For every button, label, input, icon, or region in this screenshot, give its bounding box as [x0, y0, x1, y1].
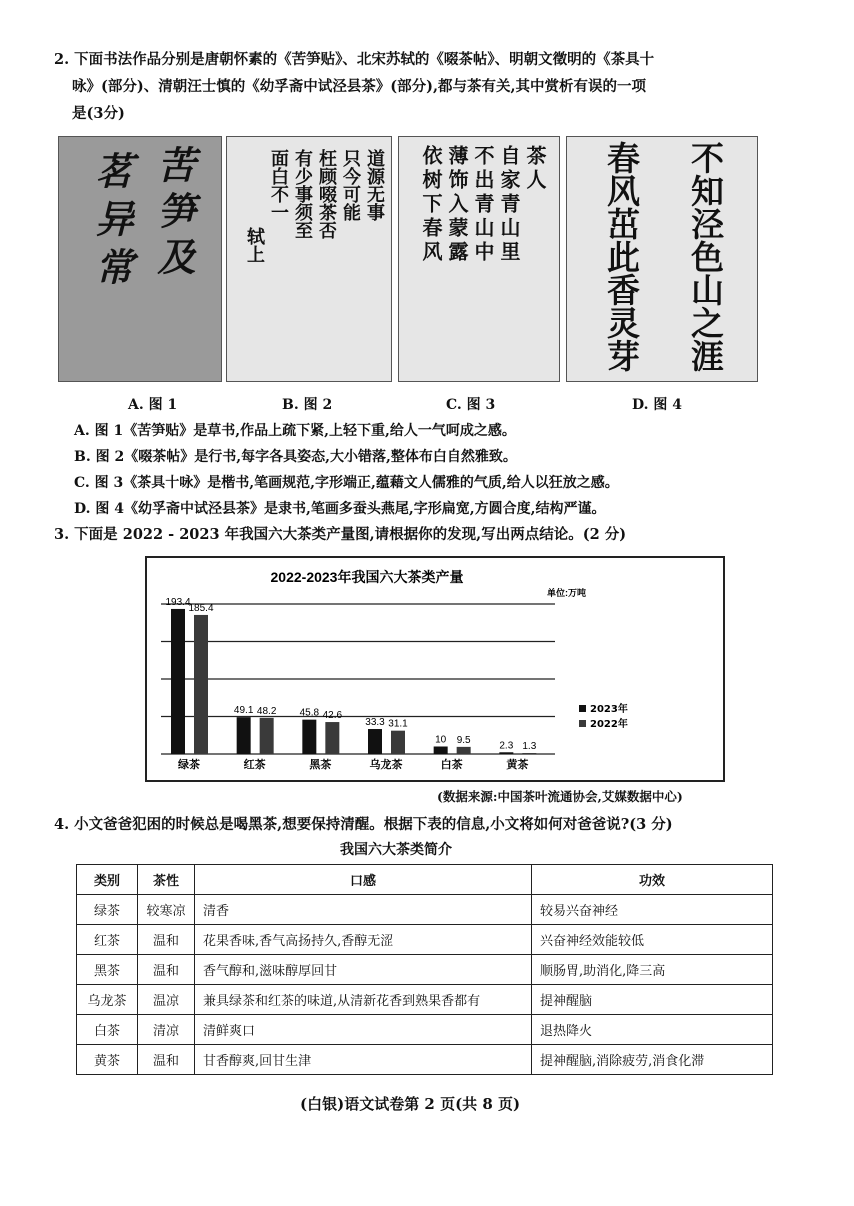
fig1-col2: 茗异常: [89, 151, 134, 295]
fig4-col2: 春风茁此香灵芽: [602, 141, 641, 372]
cell-category: 黄茶: [77, 1045, 138, 1075]
cell-category: 红茶: [77, 925, 138, 955]
bar-value-label: 2.3: [499, 740, 514, 752]
cell-effect: 提神醒脑: [532, 985, 773, 1015]
bar-2023: [171, 609, 185, 754]
bar-2022: [457, 747, 471, 754]
cell-effect: 兴奋神经效能较低: [532, 925, 773, 955]
bar-2023: [434, 747, 448, 755]
cell-taste: 清香: [195, 895, 532, 925]
q4-text: 4. 小文爸爸犯困的时候总是喝黑茶,想要保持清醒。根据下表的信息,小文将如何对爸爸说?(3 分): [54, 816, 673, 833]
option-b: B. 图 2《啜茶帖》是行书,每字各具姿态,大小错落,整体布白自然雅致。: [74, 449, 517, 465]
cell-category: 白茶: [77, 1015, 138, 1045]
category-label: 黑茶: [309, 758, 332, 771]
bar-value-label: 193.4: [165, 596, 191, 608]
cell-nature: 温和: [138, 955, 195, 985]
bar-2023: [302, 720, 316, 754]
bar-value-label: 185.4: [188, 602, 214, 614]
legend-label: 2022年: [590, 719, 628, 730]
fig3-col1: 茶人: [523, 145, 547, 193]
table-row: [77, 925, 773, 955]
legend-label: 2023年: [590, 704, 628, 715]
bar-value-label: 10: [435, 734, 447, 746]
table-row: [77, 985, 773, 1015]
bar-2022: [194, 615, 208, 754]
fig3-col5: 依树下春风: [419, 145, 443, 265]
fig3-col4: 薄饰入蒙露: [445, 145, 469, 265]
option-a: A. 图 1《苦笋贴》是草书,作品上疏下紧,上轻下重,给人一气呵成之感。: [74, 423, 516, 439]
bar-value-label: 49.1: [233, 705, 254, 717]
bar-value-label: 48.2: [256, 705, 277, 717]
bar-2022: [522, 753, 536, 754]
header-category: 类别: [77, 865, 138, 895]
fig2-col1: 道源无事: [364, 149, 385, 221]
chart-svg: [147, 558, 723, 780]
calligraphy-figure-2: [226, 136, 392, 382]
bar-value-label: 42.6: [322, 710, 343, 722]
cell-effect: 较易兴奋神经: [532, 895, 773, 925]
legend-swatch: [579, 720, 586, 727]
category-label: 黄茶: [506, 758, 529, 771]
cell-nature: 较寒凉: [138, 895, 195, 925]
q2-line1: 2. 下面书法作品分别是唐朝怀素的《苦笋贴》、北宋苏轼的《啜茶帖》、明朝文徵明的《茶具十: [54, 51, 655, 68]
tea-intro-table: [76, 864, 773, 1075]
header-taste: 口感: [195, 865, 532, 895]
chart-source: (数据来源:中国茶叶流通协会,艾媒数据中心): [437, 789, 683, 804]
bar-2022: [325, 722, 339, 754]
table-row: [77, 895, 773, 925]
bar-2023: [368, 729, 382, 754]
cell-taste: 甘香醇爽,回甘生津: [195, 1045, 532, 1075]
q3-text: 3. 下面是 2022 - 2023 年我国六大茶类产量图,请根据你的发现,写出两点结论。(2 分): [54, 526, 627, 543]
table-row: [77, 1015, 773, 1045]
bar-value-label: 45.8: [299, 707, 320, 719]
cell-effect: 顺肠胃,助消化,降三高: [532, 955, 773, 985]
bar-2022: [260, 718, 274, 754]
cell-category: 黑茶: [77, 955, 138, 985]
fig1-col1: 苦笋及: [151, 145, 196, 283]
page-footer: (白银)语文试卷第 2 页(共 8 页): [300, 1095, 521, 1113]
fig2-col3: 枉顾啜茶否: [316, 149, 337, 239]
category-label: 白茶: [440, 758, 463, 771]
caption-fig3: C. 图 3: [446, 397, 496, 413]
header-effect: 功效: [532, 865, 773, 895]
table-row: [77, 955, 773, 985]
cell-taste: 兼具绿茶和红茶的味道,从清新花香到熟果香都有: [195, 985, 532, 1015]
fig2-col6: 轼上: [244, 227, 265, 263]
cell-taste: 花果香味,香气高扬持久,香醇无涩: [195, 925, 532, 955]
fig2-col2: 只今可能: [340, 149, 361, 221]
q2-line2: 咏》(部分)、清朝汪士慎的《幼孚斋中试泾县茶》(部分),都与茶有关,其中赏析有误的一项: [72, 78, 647, 95]
legend-swatch: [579, 705, 586, 712]
calligraphy-figure-1: [58, 136, 222, 382]
bar-value-label: 9.5: [456, 734, 471, 746]
caption-fig1: A. 图 1: [128, 397, 178, 413]
bar-2023: [499, 752, 513, 754]
bar-value-label: 31.1: [388, 718, 408, 730]
calligraphy-figure-3: [398, 136, 560, 382]
fig2-col4: 有少事须至: [292, 149, 313, 239]
cell-taste: 香气醇和,滋味醇厚回甘: [195, 955, 532, 985]
cell-effect: 退热降火: [532, 1015, 773, 1045]
bar-2022: [391, 731, 405, 754]
cell-category: 绿茶: [77, 895, 138, 925]
bar-2023: [237, 717, 251, 754]
chart-title: 2022-2023年我国六大茶类产量: [270, 569, 464, 585]
option-d: D. 图 4《幼孚斋中试泾县茶》是隶书,笔画多蚕头燕尾,字形扁宽,方圆合度,结构严谨。: [74, 501, 606, 517]
calligraphy-figure-4: [566, 136, 758, 382]
fig4-col1: 不知泾色山之涯: [686, 141, 725, 372]
tea-production-chart: [145, 556, 725, 782]
bar-value-label: 1.3: [522, 741, 537, 753]
cell-taste: 清鲜爽口: [195, 1015, 532, 1045]
cell-category: 乌龙茶: [77, 985, 138, 1015]
caption-fig2: B. 图 2: [282, 397, 333, 413]
cell-effect: 提神醒脑,消除疲劳,消食化滞: [532, 1045, 773, 1075]
caption-fig4: D. 图 4: [632, 397, 683, 413]
cell-nature: 温和: [138, 1045, 195, 1075]
fig3-col3: 不出青山中: [471, 145, 495, 265]
fig3-col2: 自家青山里: [497, 145, 521, 265]
cell-nature: 温凉: [138, 985, 195, 1015]
table-header-row: [77, 865, 773, 895]
category-label: 乌龙茶: [369, 758, 403, 771]
table-title: 我国六大茶类简介: [340, 842, 452, 858]
chart-unit: 单位:万吨: [547, 588, 586, 598]
option-c: C. 图 3《茶具十咏》是楷书,笔画规范,字形端正,蕴藉文人儒雅的气质,给人以狂放之感。: [74, 475, 619, 491]
category-label: 绿茶: [178, 758, 200, 771]
bar-value-label: 33.3: [365, 717, 385, 729]
fig2-col5: 面白不一: [268, 149, 289, 221]
q2-line3: 是(3分): [72, 105, 125, 122]
category-label: 红茶: [243, 758, 266, 771]
header-nature: 茶性: [138, 865, 195, 895]
cell-nature: 清凉: [138, 1015, 195, 1045]
table-row: [77, 1045, 773, 1075]
cell-nature: 温和: [138, 925, 195, 955]
